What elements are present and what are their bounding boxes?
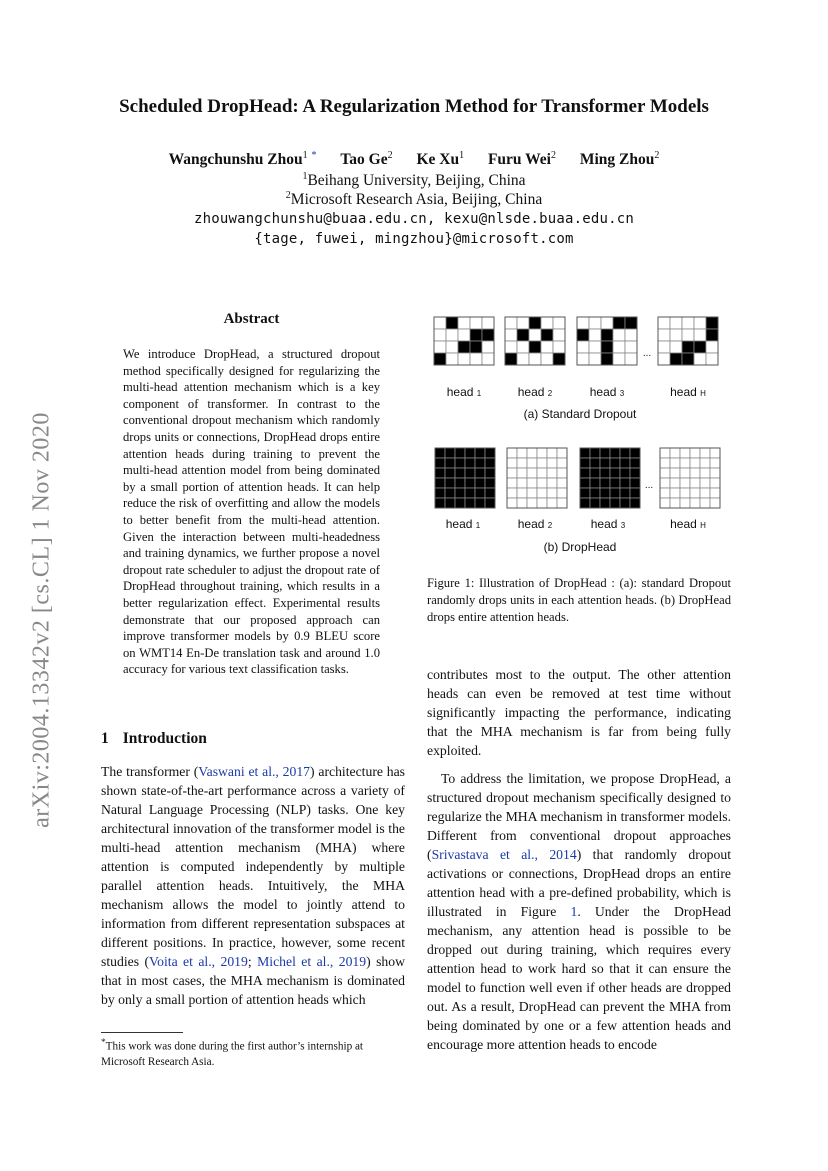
figure-1 xyxy=(425,312,735,562)
intro-paragraph: The transformer (Vaswani et al., 2017) architecture has shown state-of-the-art performance across a variety of Natural Language Processing (NLP) tasks. One key architectural innovation of the transformer model is the multi-head attention mechanism (MHA) where attention is computed independently by multiple parallel attention heads. Intuitively, the MHA mechanism allows the model to jointly attend to information from different representation subspaces at different positions. In practice, however, some recent studies (Voita et al., 2019; Michel et al., 2019) show that in most cases, the MHA mechanism is dominated by only a small portion of attention heads which xyxy=(101,764,405,1007)
drophead-head-grid-cell xyxy=(435,468,445,478)
dropout-head-grid-cell xyxy=(601,353,613,365)
dropout-head-grid-cell xyxy=(458,341,470,353)
drophead-head-grid-cell xyxy=(630,478,640,488)
drophead-head-grid-cell xyxy=(547,478,557,488)
drophead-head-grid-cell xyxy=(670,458,680,468)
drophead-head-grid-cell xyxy=(600,458,610,468)
drophead-head-grid-cell xyxy=(527,458,537,468)
dropout-head-grid-cell xyxy=(434,353,446,365)
citation-link[interactable]: Voita et al., 2019 xyxy=(149,954,248,969)
head-index: 1 xyxy=(476,389,482,398)
drophead-head-grid-cell xyxy=(475,468,485,478)
drophead-head-grid-cell xyxy=(517,488,527,498)
drophead-head-grid-cell xyxy=(610,458,620,468)
dropout-head-grid-cell xyxy=(613,341,625,353)
drophead-head-grid-cell xyxy=(547,488,557,498)
drophead-head-grid-cell xyxy=(465,488,475,498)
drophead-head-grid-cell xyxy=(485,478,495,488)
drophead-head-grid-cell xyxy=(670,488,680,498)
author: Furu Wei$^2$ xyxy=(487,150,556,169)
dropout-head-grid-cell xyxy=(470,317,482,329)
drophead-head-grid-cell xyxy=(537,458,547,468)
head-label: head H xyxy=(670,517,706,531)
dropout-head-grid-cell xyxy=(682,317,694,329)
dropout-head-grid-cell xyxy=(458,353,470,365)
subfigure-label-b: (b) DropHead xyxy=(543,540,617,554)
dropout-head-grid-cell xyxy=(505,341,517,353)
drophead-head-grid-cell xyxy=(475,498,485,508)
head-label: head 1 xyxy=(446,385,482,399)
drophead-head-grid-cell xyxy=(620,488,630,498)
drophead-head-grid-cell xyxy=(590,478,600,488)
drophead-head-grid-cell xyxy=(630,488,640,498)
drophead-head-grid-cell xyxy=(660,448,670,458)
drophead-head-grid-cell xyxy=(660,458,670,468)
drophead-head-grid-cell xyxy=(680,448,690,458)
drophead-head-grid-cell xyxy=(557,468,567,478)
dropout-head-grid-cell xyxy=(553,317,565,329)
right-column-text xyxy=(427,665,731,1054)
affiliation-2: $^2$Microsoft Research Asia, Beijing, China xyxy=(285,190,543,209)
head-index: H xyxy=(700,521,706,530)
drophead-head-grid-cell xyxy=(690,498,700,508)
dropout-head-grid-cell xyxy=(529,329,541,341)
footnote: *This work was done during the first author’s internship at Microsoft Research Asia. xyxy=(101,1038,364,1068)
drophead-head-grid-cell xyxy=(517,458,527,468)
dropout-head-grid-cell xyxy=(482,341,494,353)
dropout-head-grid-cell xyxy=(601,329,613,341)
drophead-head-grid-cell xyxy=(455,468,465,478)
dropout-head-grid-cell xyxy=(482,353,494,365)
dropout-head-grid-cell xyxy=(706,353,718,365)
dropout-head-grid-cell xyxy=(434,341,446,353)
dropout-head-grid-cell xyxy=(470,353,482,365)
drophead-head-grid-cell xyxy=(590,488,600,498)
drophead-head-grid-cell xyxy=(670,468,680,478)
drophead-head-grid-cell xyxy=(537,468,547,478)
drophead-head-grid-cell xyxy=(590,448,600,458)
dropout-head-grid-cell xyxy=(553,329,565,341)
dropout-head-grid-cell xyxy=(577,329,589,341)
drophead-head-grid-cell xyxy=(527,498,537,508)
drophead-head-grid-cell xyxy=(537,488,547,498)
drophead-head-grid-cell xyxy=(600,448,610,458)
dropout-head-grid-cell xyxy=(625,341,637,353)
drophead-head-grid-cell xyxy=(630,498,640,508)
drophead-head-grid-cell xyxy=(610,478,620,488)
dropout-head-grid-cell xyxy=(706,329,718,341)
drophead-head-grid-cell xyxy=(620,478,630,488)
drophead-head-grid-cell xyxy=(465,468,475,478)
drophead-head-grid-cell xyxy=(465,458,475,468)
drophead-head-grid-cell xyxy=(660,488,670,498)
drophead-head-grid-cell xyxy=(590,458,600,468)
drophead-head-grid-cell xyxy=(600,468,610,478)
drophead-head-grid-cell xyxy=(620,448,630,458)
drophead-head-grid-cell xyxy=(527,478,537,488)
citation-link[interactable]: Michel et al., 2019 xyxy=(257,954,367,969)
dropout-head-grid-cell xyxy=(589,317,601,329)
dropout-head-grid-cell xyxy=(541,329,553,341)
section-heading: 1 Introduction xyxy=(101,730,207,747)
drophead-head-grid-cell xyxy=(690,468,700,478)
emails-line-1: zhouwangchunshu@buaa.edu.cn, kexu@nlsde.buaa.edu.cn xyxy=(193,211,635,227)
drophead-head-grid-cell xyxy=(680,488,690,498)
author-list xyxy=(0,150,828,169)
drophead-head-grid-cell xyxy=(610,448,620,458)
drophead-head-grid-cell xyxy=(580,458,590,468)
dropout-head-grid-cell xyxy=(505,317,517,329)
drophead-head-grid-cell xyxy=(557,478,567,488)
drophead-head-grid-cell xyxy=(680,478,690,488)
drophead-head-grid-cell xyxy=(527,448,537,458)
dropout-head-grid-cell xyxy=(529,317,541,329)
drophead-head-grid-cell xyxy=(517,468,527,478)
dropout-head-grid-cell xyxy=(458,329,470,341)
dropout-head-grid-cell xyxy=(589,353,601,365)
drophead-head-grid-cell xyxy=(620,498,630,508)
drophead-head-grid-cell xyxy=(465,478,475,488)
drophead-head-grid-cell xyxy=(690,458,700,468)
drophead-head-grid-cell xyxy=(485,468,495,478)
drophead-head-grid-cell xyxy=(435,488,445,498)
author: Wangchunshu Zhou$^1$ * xyxy=(168,150,317,169)
drophead-head-grid-cell xyxy=(507,488,517,498)
dropout-head-grid-cell xyxy=(541,317,553,329)
head-label: head 3 xyxy=(590,517,626,531)
drophead-head-grid-cell xyxy=(475,458,485,468)
dropout-head-grid-cell xyxy=(694,353,706,365)
drophead-head-grid-cell xyxy=(580,448,590,458)
drophead-head-grid-cell xyxy=(630,458,640,468)
dropout-head-grid-cell xyxy=(670,329,682,341)
dropout-head-grid-cell xyxy=(682,353,694,365)
dropout-head-grid-cell xyxy=(625,329,637,341)
drophead-head-grid-cell xyxy=(485,448,495,458)
dropout-head-grid-cell xyxy=(694,341,706,353)
drophead-head-grid-cell xyxy=(445,488,455,498)
dropout-head-grid-cell xyxy=(706,317,718,329)
dropout-head-grid-cell xyxy=(670,317,682,329)
drophead-head-grid-cell xyxy=(527,488,537,498)
drophead-head-grid-cell xyxy=(690,488,700,498)
drophead-head-grid-cell xyxy=(465,448,475,458)
drophead-head-grid-cell xyxy=(660,468,670,478)
dropout-head-grid-cell xyxy=(541,341,553,353)
dropout-head-grid-cell xyxy=(625,353,637,365)
drophead-head-grid-cell xyxy=(580,498,590,508)
subfigure-label-a: (a) Standard Dropout xyxy=(523,407,637,421)
drophead-head-grid-cell xyxy=(537,498,547,508)
dropout-head-grid-cell xyxy=(577,341,589,353)
drophead-head-grid-cell xyxy=(537,448,547,458)
dropout-head-grid-cell xyxy=(706,341,718,353)
drophead-head-grid-cell xyxy=(475,488,485,498)
head-label: head 3 xyxy=(589,385,625,399)
dropout-head-grid-cell xyxy=(694,329,706,341)
drophead-head-grid-cell xyxy=(435,498,445,508)
drophead-head-grid-cell xyxy=(610,498,620,508)
citation-link[interactable]: Vaswani et al., 2017 xyxy=(198,764,311,779)
drophead-head-grid-cell xyxy=(517,498,527,508)
drophead-head-grid-cell xyxy=(547,468,557,478)
dropout-head-grid-cell xyxy=(517,329,529,341)
head-index: 2 xyxy=(547,521,553,530)
drophead-head-grid-cell xyxy=(700,498,710,508)
drophead-head-grid-cell xyxy=(610,468,620,478)
dropout-head-grid-cell xyxy=(517,341,529,353)
footnote-rule xyxy=(101,1032,183,1033)
drophead-head-grid-cell xyxy=(700,448,710,458)
dropout-head-grid-cell xyxy=(625,317,637,329)
drophead-head-grid-cell xyxy=(700,458,710,468)
head-label: head 2 xyxy=(517,517,553,531)
drophead-head-grid-cell xyxy=(600,488,610,498)
drophead-head-grid-cell xyxy=(465,498,475,508)
drophead-head-grid-cell xyxy=(610,488,620,498)
dropout-head-grid-cell xyxy=(553,353,565,365)
dropout-head-grid-cell xyxy=(589,341,601,353)
head-label: head H xyxy=(670,385,706,399)
drophead-head-grid-cell xyxy=(435,478,445,488)
dropout-head-grid-cell xyxy=(505,353,517,365)
drophead-head-grid-cell xyxy=(670,498,680,508)
dropout-head-grid-cell xyxy=(613,353,625,365)
drophead-head-grid-cell xyxy=(630,448,640,458)
dropout-head-grid-cell xyxy=(470,341,482,353)
dropout-head-grid-cell xyxy=(670,341,682,353)
drophead-head-grid-cell xyxy=(507,498,517,508)
drophead-head-grid-cell xyxy=(660,498,670,508)
dropout-head-grid-cell xyxy=(601,341,613,353)
dropout-head-grid-cell xyxy=(658,353,670,365)
drophead-head-grid-cell xyxy=(680,468,690,478)
dropout-head-grid-cell xyxy=(658,329,670,341)
drophead-head-grid-cell xyxy=(517,448,527,458)
drophead-head-grid-cell xyxy=(507,478,517,488)
ellipsis: ... xyxy=(644,480,654,491)
drophead-head-grid-cell xyxy=(547,498,557,508)
drophead-head-grid-cell xyxy=(680,458,690,468)
dropout-head-grid-cell xyxy=(434,317,446,329)
drophead-head-grid-cell xyxy=(660,478,670,488)
paper-title: Scheduled DropHead: A Regularization Method for Transformer Models xyxy=(119,96,709,117)
drophead-head-grid-cell xyxy=(710,498,720,508)
drophead-head-grid-cell xyxy=(445,498,455,508)
dropout-head-grid-cell xyxy=(529,353,541,365)
drophead-head-grid-cell xyxy=(455,458,465,468)
head-index: 3 xyxy=(619,389,625,398)
dropout-head-grid-cell xyxy=(694,317,706,329)
drophead-head-grid-cell xyxy=(690,448,700,458)
drophead-head-grid-cell xyxy=(445,478,455,488)
drophead-head-grid-cell xyxy=(670,478,680,488)
author: Tao Ge$^2$ xyxy=(340,150,393,169)
paragraph: contributes most to the output. The other attention heads can even be removed at test time without significantly impacting the performance, indicating that the MHA mechanism is far from being fully exploited. xyxy=(427,667,731,758)
dropout-head-grid-cell xyxy=(505,329,517,341)
figure-caption: Figure 1: Illustration of DropHead : (a): standard Dropout randomly drops units in each attention heads. (b) DropHead drops entire attention heads. xyxy=(427,576,731,624)
drophead-head-grid-cell xyxy=(547,458,557,468)
head-index: 2 xyxy=(547,389,553,398)
drophead-head-grid-cell xyxy=(557,488,567,498)
dropout-head-grid-cell xyxy=(434,329,446,341)
drophead-head-grid-cell xyxy=(507,468,517,478)
dropout-head-grid-cell xyxy=(613,329,625,341)
drophead-head-grid-cell xyxy=(455,448,465,458)
head-label: head 1 xyxy=(445,517,481,531)
emails-line-2: {tage, fuwei, mingzhou}@microsoft.com xyxy=(254,231,574,247)
head-label: head 2 xyxy=(517,385,553,399)
drophead-head-grid-cell xyxy=(690,478,700,488)
dropout-head-grid-cell xyxy=(613,317,625,329)
dropout-head-grid-cell xyxy=(601,317,613,329)
drophead-head-grid-cell xyxy=(590,468,600,478)
drophead-head-grid-cell xyxy=(475,478,485,488)
drophead-head-grid-cell xyxy=(630,468,640,478)
dropout-head-grid-cell xyxy=(482,317,494,329)
dropout-head-grid-cell xyxy=(446,317,458,329)
drophead-head-grid-cell xyxy=(710,488,720,498)
affiliation-1: $^1$Beihang University, Beijing, China xyxy=(302,171,526,190)
dropout-head-grid-cell xyxy=(458,317,470,329)
dropout-head-grid-cell xyxy=(577,353,589,365)
drophead-head-grid-cell xyxy=(507,458,517,468)
drophead-head-grid-cell xyxy=(710,448,720,458)
drophead-head-grid-cell xyxy=(557,458,567,468)
drophead-head-grid-cell xyxy=(517,478,527,488)
drophead-head-grid-cell xyxy=(537,478,547,488)
abstract-text: We introduce DropHead, a structured dropout method specifically designed for regularizing the multi-head attention mechanism which is a key component of transformer. In contrast to the conventional dropout mechanism which randomly drops units or connections, DropHead drops entire attention heads during training to prevent the multi-head attention model from being dominated by a small portion of attention heads. It can help reduce the risk of overfitting and allow the models to better benefit from the multi-head attention. Given the interaction between multi-headedness and training dynamics, we further propose a novel dropout rate scheduler to adjust the dropout rate of DropHead throughout training, which results in a better regularization effect. Experimental results demonstrate that our proposed approach can improve transformer models by 0.9 BLEU score on WMT14 En-De translation task and around 1.0 accuracy for various text classification tasks. xyxy=(123,347,380,677)
head-index: H xyxy=(700,389,706,398)
drophead-head-grid-cell xyxy=(485,488,495,498)
drophead-head-grid-cell xyxy=(580,478,590,488)
drophead-head-grid-cell xyxy=(580,468,590,478)
head-index: 1 xyxy=(475,521,481,530)
drophead-head-grid-cell xyxy=(455,478,465,488)
drophead-head-grid-cell xyxy=(600,478,610,488)
dropout-head-grid-cell xyxy=(482,329,494,341)
dropout-head-grid-cell xyxy=(470,329,482,341)
dropout-head-grid-cell xyxy=(577,317,589,329)
drophead-head-grid-cell xyxy=(620,458,630,468)
drophead-head-grid-cell xyxy=(600,498,610,508)
drophead-head-grid-cell xyxy=(435,448,445,458)
dropout-head-grid-cell xyxy=(658,317,670,329)
dropout-head-grid-cell xyxy=(541,353,553,365)
dropout-head-grid-cell xyxy=(446,353,458,365)
citation-link[interactable]: Srivastava et al., 2014 xyxy=(431,847,577,862)
drophead-head-grid-cell xyxy=(710,468,720,478)
author: Ming Zhou$^2$ xyxy=(579,150,660,169)
drophead-head-grid-cell xyxy=(710,478,720,488)
dropout-head-grid-cell xyxy=(517,353,529,365)
dropout-head-grid-cell xyxy=(589,329,601,341)
dropout-head-grid-cell xyxy=(446,329,458,341)
drophead-head-grid-cell xyxy=(670,448,680,458)
drophead-head-grid-cell xyxy=(475,448,485,458)
drophead-head-grid-cell xyxy=(700,488,710,498)
drophead-head-grid-cell xyxy=(700,468,710,478)
ellipsis: ... xyxy=(642,348,652,359)
drophead-head-grid-cell xyxy=(485,458,495,468)
dropout-head-grid-cell xyxy=(553,341,565,353)
drophead-head-grid-cell xyxy=(700,478,710,488)
abstract-heading: Abstract xyxy=(223,311,280,327)
drophead-head-grid-cell xyxy=(455,498,465,508)
drophead-head-grid-cell xyxy=(445,468,455,478)
drophead-head-grid-cell xyxy=(485,498,495,508)
drophead-head-grid-cell xyxy=(507,448,517,458)
dropout-head-grid-cell xyxy=(529,341,541,353)
figure-1-graphic xyxy=(425,312,735,562)
dropout-head-grid-cell xyxy=(682,341,694,353)
drophead-head-grid-cell xyxy=(620,468,630,478)
drophead-head-grid-cell xyxy=(455,488,465,498)
drophead-head-grid-cell xyxy=(557,498,567,508)
drophead-head-grid-cell xyxy=(557,448,567,458)
drophead-head-grid-cell xyxy=(527,468,537,478)
figure-reference-link[interactable]: 1 xyxy=(570,904,578,919)
dropout-head-grid-cell xyxy=(670,353,682,365)
paragraph: To address the limitation, we propose DropHead, a structured dropout mechanism specifically designed to regularize the MHA mechanism in transformer models. Different from conventional dropout approaches (Srivastava et al., 2014) that randomly dropout activations or connections, DropHead drops an entire attention head with a pre-defined probability, which is illustrated in Figure 1. Under the DropHead mechanism, any attention head is possible to be dropped out during training, which requires every attention head to work hard so that it can ensure the model to function well even if other heads are dropped out. As a result, DropHead can prevent the MHA from being dominated by one or a few attention heads and encourage more attention heads to encode xyxy=(427,771,732,1052)
dropout-head-grid-cell xyxy=(682,329,694,341)
drophead-head-grid-cell xyxy=(580,488,590,498)
dropout-head-grid-cell xyxy=(446,341,458,353)
head-index: 3 xyxy=(620,521,626,530)
drophead-head-grid-cell xyxy=(445,458,455,468)
dropout-head-grid-cell xyxy=(658,341,670,353)
author: Ke Xu$^1$ xyxy=(416,150,465,169)
drophead-head-grid-cell xyxy=(435,458,445,468)
dropout-head-grid-cell xyxy=(517,317,529,329)
drophead-head-grid-cell xyxy=(680,498,690,508)
arxiv-stamp: arXiv:2004.13342v2 [cs.CL] 1 Nov 2020 xyxy=(28,412,55,828)
drophead-head-grid-cell xyxy=(547,448,557,458)
drophead-head-grid-cell xyxy=(710,458,720,468)
drophead-head-grid-cell xyxy=(590,498,600,508)
drophead-head-grid-cell xyxy=(445,448,455,458)
